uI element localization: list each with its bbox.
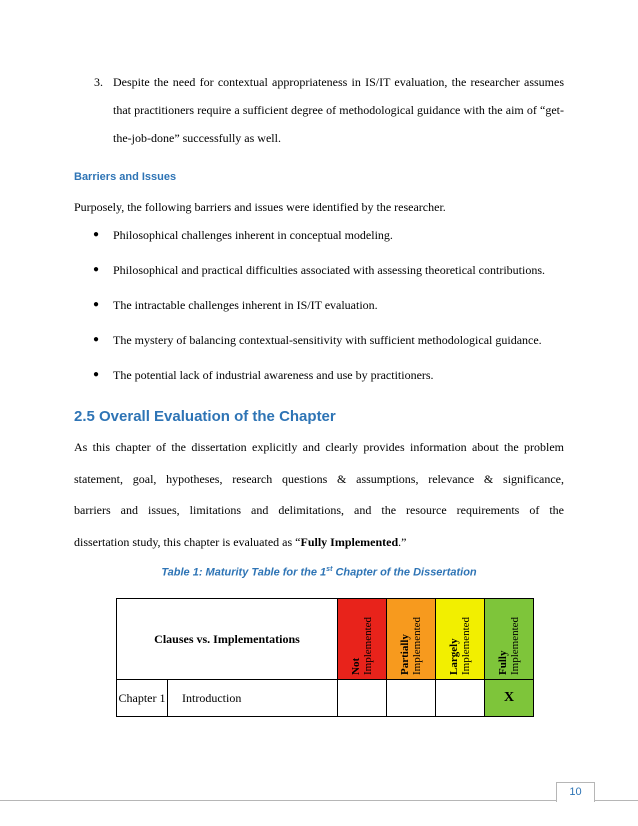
section-heading: 2.5 Overall Evaluation of the Chapter <box>74 408 336 425</box>
cell-partially-implemented <box>387 680 436 717</box>
row-label: Chapter 1 <box>117 680 168 717</box>
barriers-heading: Barriers and Issues <box>74 171 177 183</box>
barriers-intro: Purposely, the following barriers and issues were identified by the researcher. <box>74 200 446 214</box>
bullet-item: ● Philosophical and practical difficulties associated with assessing theoretical contributions. <box>74 256 564 284</box>
cell-largely-implemented <box>436 680 485 717</box>
bullet-icon: ● <box>93 229 100 240</box>
cell-fully-implemented: X <box>485 680 534 717</box>
bullet-icon: ● <box>93 369 100 380</box>
bullet-icon: ● <box>93 334 100 345</box>
evaluation-result: Fully Implemented <box>300 534 399 549</box>
maturity-table <box>116 598 534 717</box>
paragraph-line: As this chapter of the dissertation explicitly and clearly provides information about the problem <box>74 440 564 454</box>
paragraph-line: barriers and issues, limitations and delimitations, and the resource requirements of the <box>74 503 564 517</box>
column-header-not-implemented: Not Implemented <box>338 599 387 680</box>
row-name: Introduction <box>168 680 338 717</box>
table-header-row <box>117 599 534 680</box>
column-header-partially-implemented: Partially Implemented <box>387 599 436 680</box>
column-header-fully-implemented: Fully Implemented <box>485 599 534 680</box>
cell-not-implemented <box>338 680 387 717</box>
footer-divider <box>0 800 638 801</box>
page-number: 10 <box>556 782 595 802</box>
bullet-item: ● The mystery of balancing contextual-sensitivity with sufficient methodological guidance. <box>74 326 564 354</box>
numbered-list-item <box>74 68 564 152</box>
table-caption: Table 1: Maturity Table for the 1st Chapter of the Dissertation <box>161 566 477 579</box>
bullet-item: ● Philosophical challenges inherent in conceptual modeling. <box>74 221 564 249</box>
bullet-icon: ● <box>93 264 100 275</box>
table-corner-label: Clauses vs. Implementations <box>117 599 338 680</box>
bullet-icon: ● <box>93 299 100 310</box>
evaluation-paragraph <box>74 432 564 558</box>
paragraph-line: statement, goal, hypotheses, research questions & assumptions, relevance & significance, <box>74 471 564 486</box>
paragraph-line: dissertation study, this chapter is evaluated as “Fully Implemented.” <box>74 534 407 549</box>
table-row <box>117 680 534 717</box>
list-number: 3. <box>94 75 103 89</box>
bullet-item: ● The intractable challenges inherent in IS/IT evaluation. <box>74 291 564 319</box>
list-item-text: Despite the need for contextual appropriateness in IS/IT evaluation, the researcher assumes that practitioners require a sufficient degree of methodological guidance with the aim of “get-the-job-done” successfully as well. <box>113 75 564 145</box>
column-header-largely-implemented: Largely Implemented <box>436 599 485 680</box>
barriers-list <box>74 221 564 396</box>
bullet-item: ● The potential lack of industrial awareness and use by practitioners. <box>74 361 564 389</box>
